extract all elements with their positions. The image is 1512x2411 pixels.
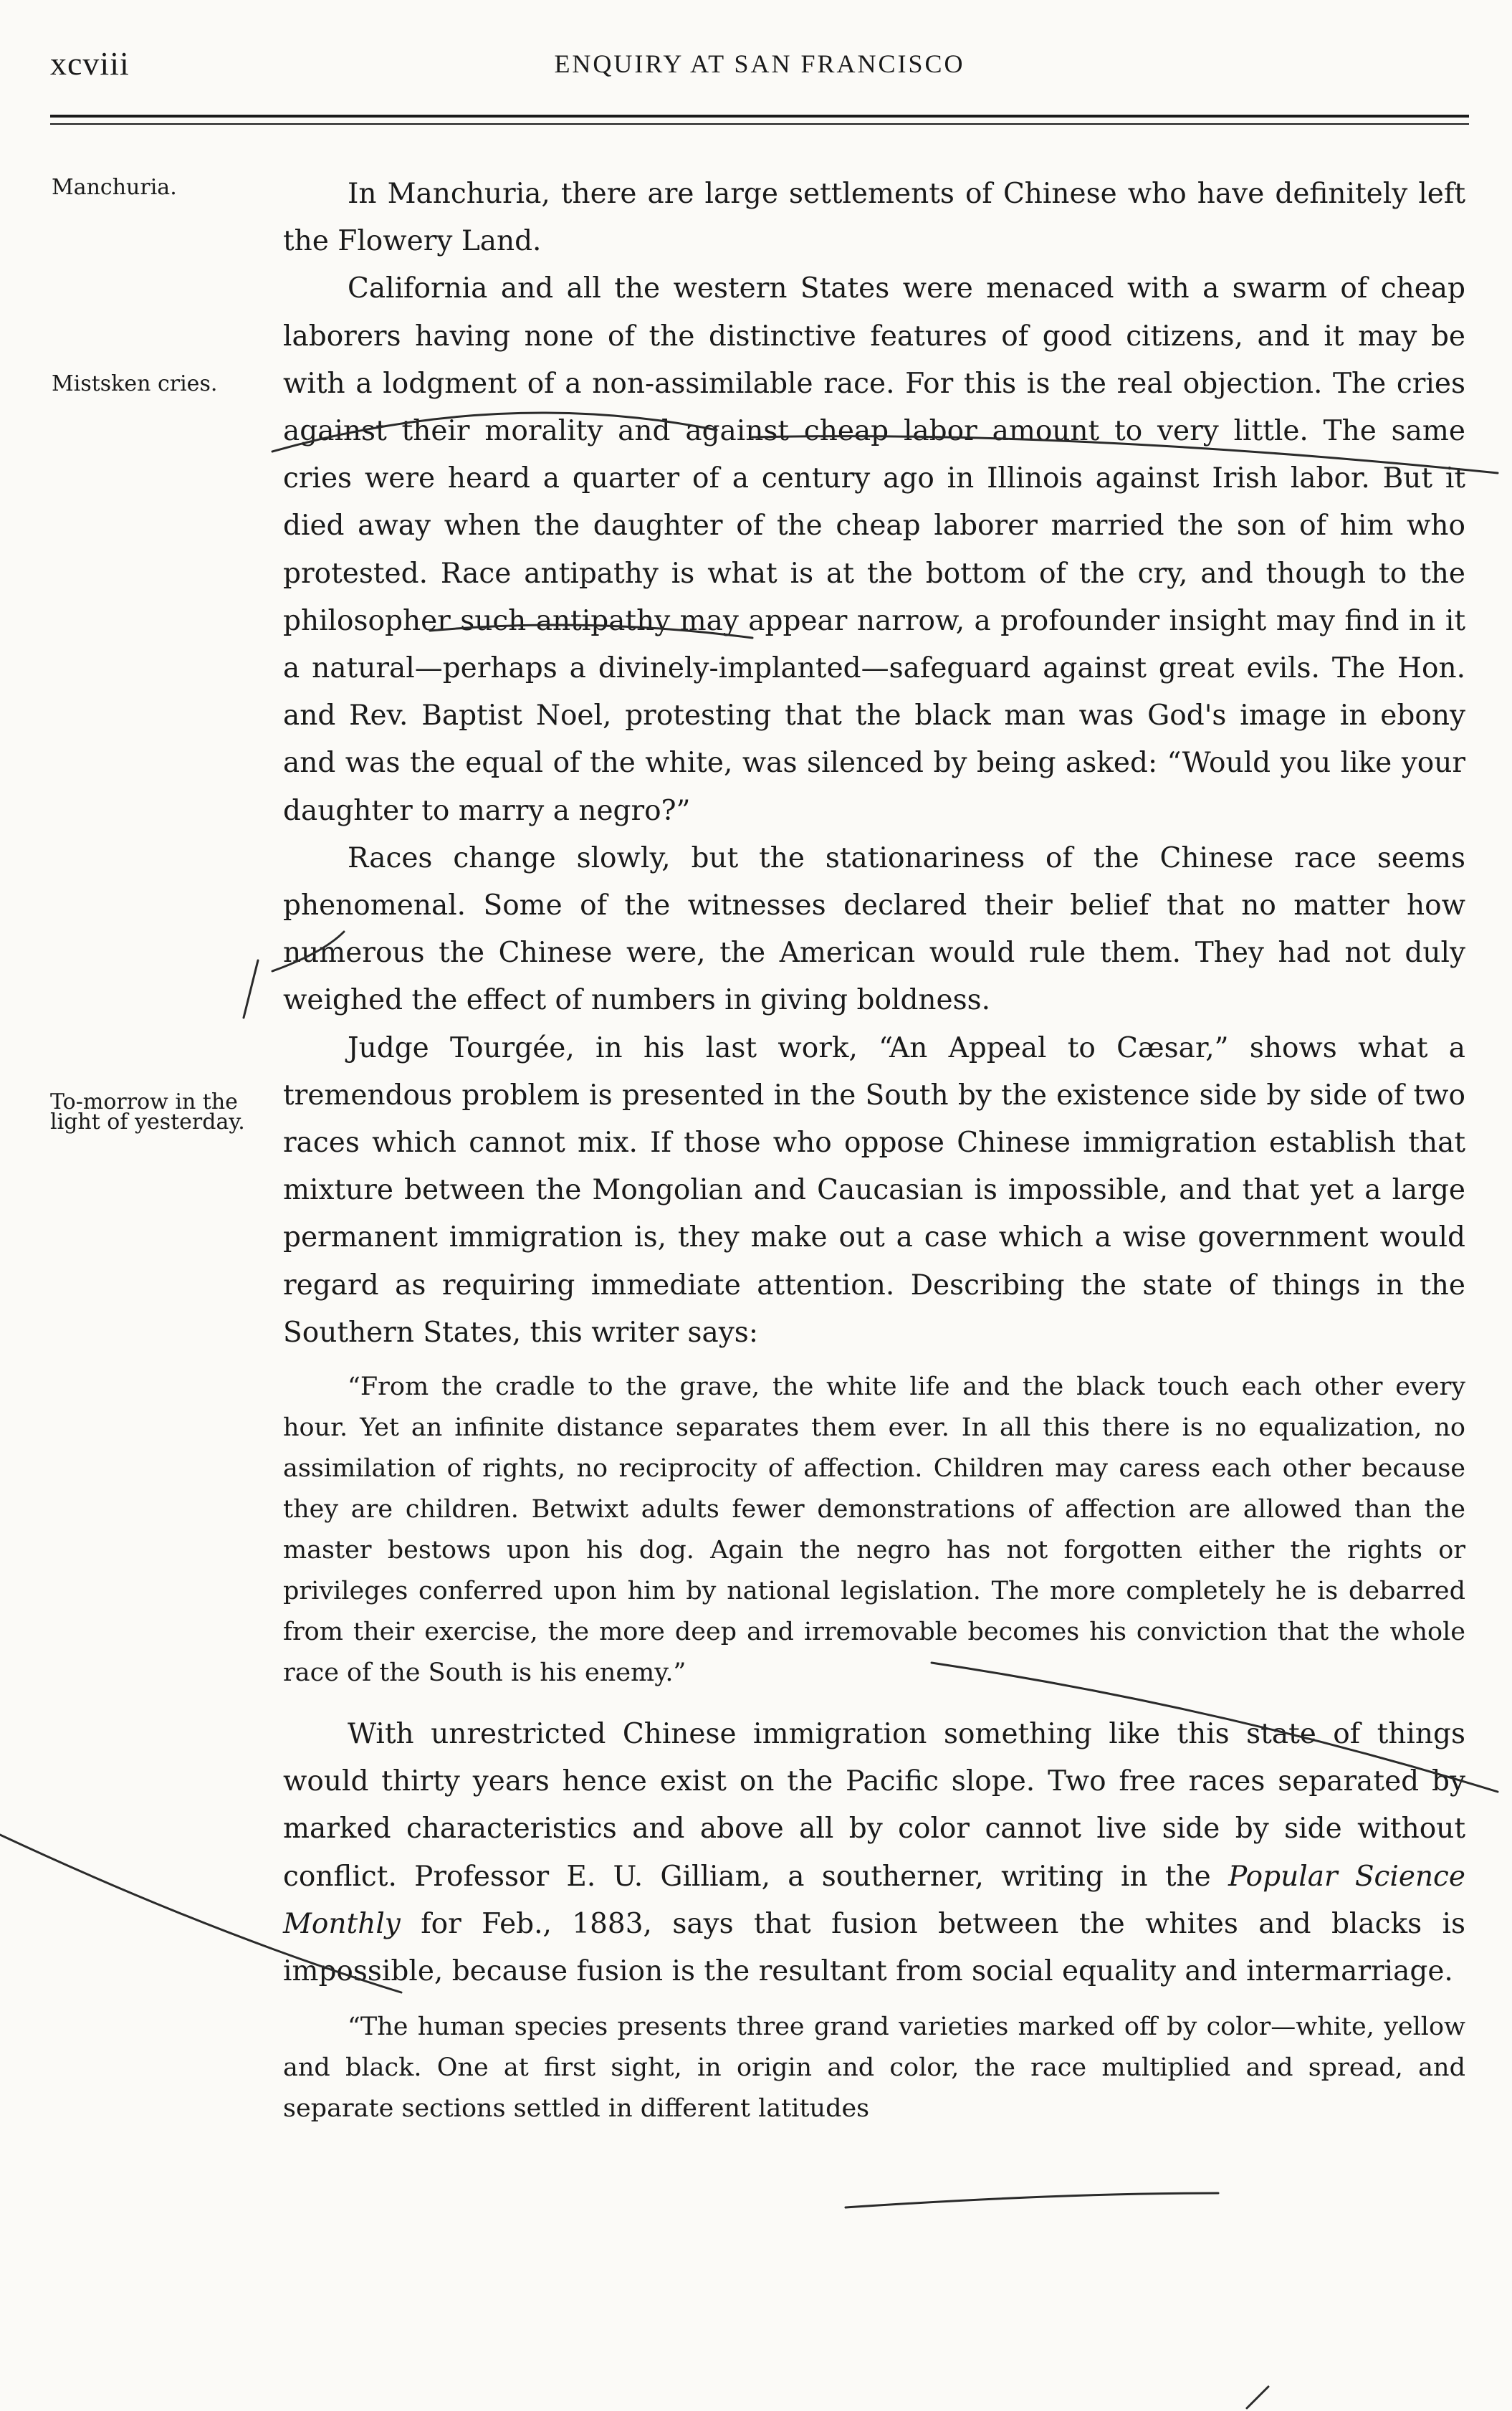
- margin-note-mistaken-cries: Mistsken cries.: [52, 371, 218, 396]
- block-quote-tourgee: “From the cradle to the grave, the white life and the black touch each other every hour. Yet an infinite distance separates them ever. In all this there is no equalization, no assimilation of rights, no reciprocity of affection. Children may caress each other because they are children. Betwixt adults fewer demonstrations of affection are allowed than the master bestows upon his dog. Again the negro has not forgotten either the rights or privileges conferred upon him by national legislation. The more completely he is debarred from their exercise, the more deep and irremovable becomes his conviction that the whole race of the South is his enemy.”: [283, 1372, 1465, 1688]
- page-header: [50, 44, 1469, 87]
- journal-title: Popular Science Monthly: [283, 1860, 1465, 1940]
- block-quote-gilliam: “The human species presents three grand varieties marked off by color—white, yellow and black. One at first sight, in origin and color, the race multiplied and spread, and separate sections settled in different latitudes: [283, 2013, 1465, 2124]
- paragraph-california: California and all the western States were menaced with a swarm of cheap laborers having none of the distinctive features of good citizens, and it may be with a lodgment of a non-assimilable race. For this is the real objection. The cries against their morality and against cheap labor amount to very little. The same cries were heard a quarter of a century ago in Illinois against Irish labor. But it died away when the daughter of the cheap laborer married the son of him who protested. Race antipathy is what is at the bottom of the cry, and though to the philosopher such antipathy may appear narrow, a profounder insight may find in it a natural—perhaps a divinely-implanted—safeguard against great evils. The Hon. and Rev. Baptist Noel, protesting that the black man was God's image in ebony and was the equal of the white, was silenced by being asked: “Would you like your daughter to marry a negro?”: [283, 272, 1465, 827]
- paragraph-text-start: With unrestricted Chinese immigration something like this state of things would thirty years hence exist on the Pacific slope. Two free races separated by marked characteristics and above all by color cannot live side by side without conflict. Professor E. U. Gilliam, a southerner, writing in the: [283, 1718, 1465, 1893]
- pen-stroke: [846, 2193, 1218, 2207]
- paragraph-unrestricted-immigration: [283, 1711, 1465, 1995]
- paragraph-manchuria: In Manchuria, there are large settlements of Chinese who have definitely left the Flowery Land.: [283, 178, 1465, 258]
- pen-stroke: [1247, 2387, 1268, 2408]
- page-number: xcviii: [50, 45, 130, 82]
- header-rule-thin: [50, 123, 1469, 125]
- pen-stroke: [244, 960, 258, 1018]
- paragraph-text-end: for Feb., 1883, says that fusion between the whites and blacks is impossible, because fusion is the resultant from social equality and intermarriage.: [283, 1907, 1465, 1988]
- body-text: [283, 171, 1465, 2129]
- margin-note-to-morrow: To-morrow in the light of yesterday.: [50, 1089, 245, 1135]
- header-rule-thick: [50, 115, 1469, 118]
- paragraph-judge-tourgee: Judge Tourgée, in his last work, “An Appeal to Cæsar,” shows what a tremendous problem is presented in the South by the existence side by side of two races which cannot mix. If those who oppose Chinese immigration establish that mixture between the Mongolian and Caucasian is impossible, and that yet a large permanent immigration is, they make out a case which a wise government would regard as requiring immediate attention. Describing the state of things in the Southern States, this writer says:: [283, 1031, 1465, 1349]
- running-head: ENQUIRY AT SAN FRANCISCO: [554, 49, 965, 78]
- paragraph-races-change: Races change slowly, but the stationariness of the Chinese race seems phenomenal. Some of the witnesses declared their belief that no matter how numerous the Chinese were, the American would rule them. They had not duly weighed the effect of numbers in giving boldness.: [283, 841, 1465, 1017]
- margin-note-manchuria: Manchuria.: [52, 175, 177, 200]
